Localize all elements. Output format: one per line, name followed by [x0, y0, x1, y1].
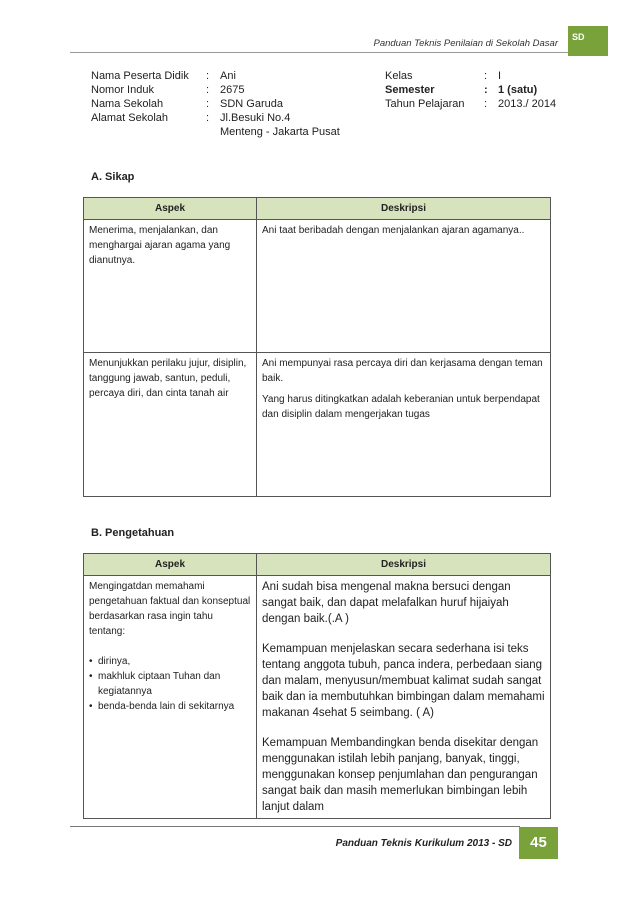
aspek-intro: Mengingatdan memahami pengetahuan faktual dan konseptual berdasarkan rasa ingin tahu tentang:: [89, 581, 251, 637]
info-row-alamat-2: [91, 125, 340, 139]
footer-divider: [70, 826, 520, 827]
deskripsi-paragraph: Ani sudah bisa mengenal makna bersuci dengan sangat baik, dan dapat melafalkan huruf hijaiyah dengan baik.(.A ): [262, 581, 511, 625]
table-row: [84, 220, 551, 353]
info-label: Nama Sekolah: [91, 98, 164, 110]
info-value: I: [498, 70, 502, 82]
info-label: Nama Peserta Didik: [91, 70, 189, 82]
info-value: SDN Garuda: [220, 98, 283, 110]
deskripsi-paragraph: Ani taat beribadah dengan menjalankan ajaran agamanya..: [262, 225, 525, 236]
table-header-row: [84, 554, 551, 576]
deskripsi-cell: [257, 220, 551, 353]
info-row-tahun: [385, 97, 556, 111]
deskripsi-paragraph: Yang harus ditingkatkan adalah keberanian untuk berpendapat dan disiplin dalam mengerjakan tugas: [262, 394, 540, 420]
running-header-title: Panduan Teknis Penilaian di Sekolah Dasar: [373, 38, 558, 49]
info-label: Semester: [385, 84, 435, 96]
info-colon: :: [206, 70, 210, 82]
info-value: 1 (satu): [498, 84, 538, 96]
info-label: [91, 125, 206, 139]
info-value: 2675: [220, 84, 245, 96]
info-row-alamat: [91, 111, 340, 125]
info-colon: :: [484, 70, 488, 82]
section-title-sikap: A. Sikap: [91, 171, 135, 183]
aspek-points-list: [89, 654, 251, 714]
info-row-nama: [91, 69, 340, 83]
info-colon: :: [206, 112, 210, 124]
header-divider: [70, 52, 568, 53]
deskripsi-paragraph: Kemampuan menjelaskan secara sederhana isi teks tentang anggota tubuh, panca indera, perbedaan siang dan malam, menyusun/membuat kalimat sudah sangat baik dan ia membutuhkan bimbingan dalam memahami makanan 4sehat 5 seimbang. ( A): [262, 643, 545, 719]
aspek-cell: [84, 576, 257, 819]
section-badge: SD: [568, 26, 608, 56]
deskripsi-cell: [257, 353, 551, 497]
info-row-semester: [385, 83, 556, 97]
col-header-deskripsi: Deskripsi: [257, 554, 551, 576]
page-number: 45: [519, 827, 558, 859]
info-label: Nomor Induk: [91, 84, 154, 96]
info-label: Tahun Pelajaran: [385, 98, 465, 110]
info-colon: :: [206, 84, 210, 96]
info-colon: :: [206, 98, 210, 110]
info-colon: :: [484, 84, 488, 96]
aspek-cell: Menunjukkan perilaku jujur, disiplin, tanggung jawab, santun, peduli, percaya diri, dan cinta tanah air: [84, 353, 257, 497]
aspek-cell: Menerima, menjalankan, dan menghargai ajaran agama yang dianutnya.: [84, 220, 257, 353]
list-item: • benda-benda lain di sekitarnya: [89, 699, 251, 714]
list-item: • makhluk ciptaan Tuhan dan kegiatannya: [89, 669, 251, 699]
info-row-sekolah: [91, 97, 340, 111]
table-row: [84, 353, 551, 497]
deskripsi-cell: [257, 576, 551, 819]
info-label: Kelas: [385, 70, 413, 82]
table-header-row: [84, 198, 551, 220]
sikap-table: [83, 197, 551, 497]
info-value: Menteng - Jakarta Pusat: [220, 126, 340, 138]
info-label: Alamat Sekolah: [91, 112, 169, 124]
list-item: • dirinya,: [89, 654, 251, 669]
info-colon: [206, 125, 220, 139]
info-row-nomor-induk: [91, 83, 340, 97]
col-header-aspek: Aspek: [84, 198, 257, 220]
info-value: 2013./ 2014: [498, 98, 557, 110]
col-header-aspek: Aspek: [84, 554, 257, 576]
pengetahuan-table: [83, 553, 551, 819]
info-value: Ani: [220, 70, 236, 82]
deskripsi-paragraph: Kemampuan Membandingkan benda disekitar dengan menggunakan istilah lebih panjang, banyak, tinggi, menggunakan konsep penjumlahan dan pengurangan sangat baik dan masih memerlukan bimbingan lebih lanjut dalam: [262, 737, 539, 813]
info-row-kelas: [385, 69, 556, 83]
col-header-deskripsi: Deskripsi: [257, 198, 551, 220]
section-title-pengetahuan: B. Pengetahuan: [91, 527, 175, 539]
footer-title: Panduan Teknis Kurikulum 2013 - SD: [335, 838, 512, 849]
student-info-right: [385, 69, 556, 111]
student-info-left: [91, 69, 340, 139]
info-value: Jl.Besuki No.4: [220, 112, 291, 124]
table-row: [84, 576, 551, 819]
info-colon: :: [484, 98, 488, 110]
deskripsi-paragraph: Ani mempunyai rasa percaya diri dan kerjasama dengan teman baik.: [262, 358, 543, 384]
